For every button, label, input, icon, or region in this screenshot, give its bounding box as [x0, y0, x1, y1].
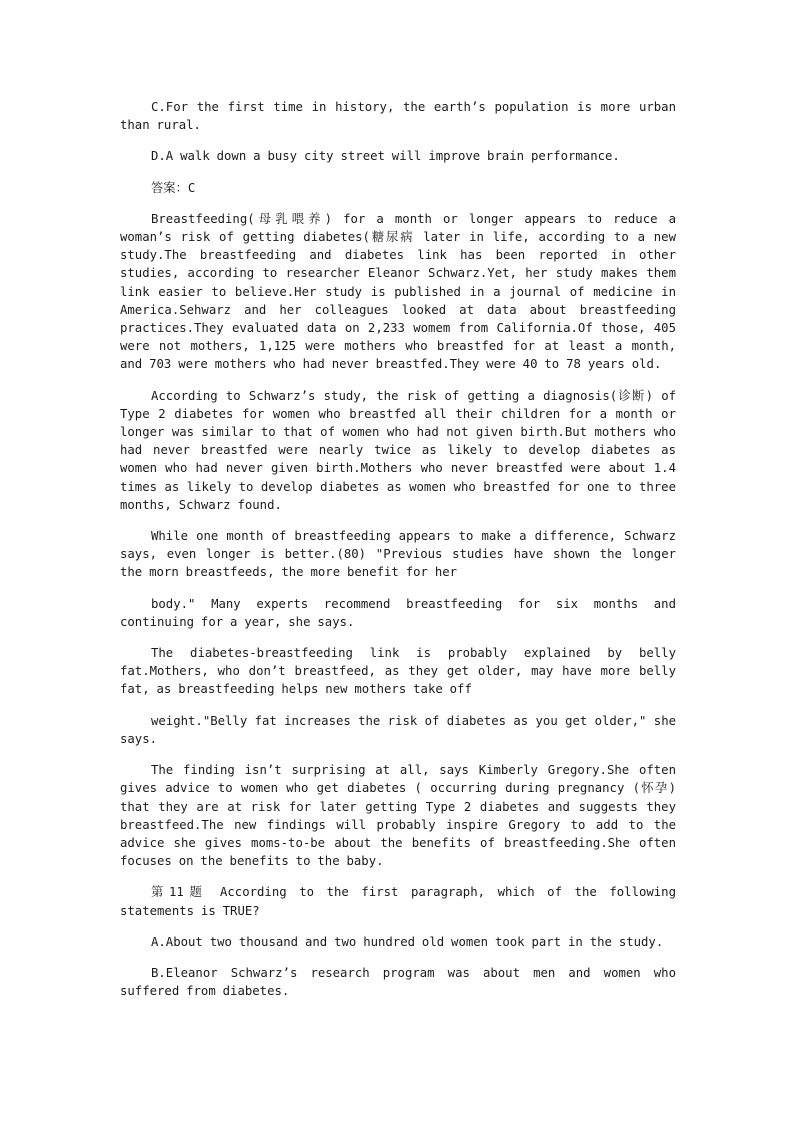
passage-paragraph-1: Breastfeeding(母乳喂养) for a month or longer appears to reduce a woman’s risk of getting diabetes(糖尿病 later in life, according to a new study.The breastfeeding and diabetes link has been reported in other studies, according to researcher Eleanor Schwarz.Yet, her study makes them link easier to believe.Her study is published in a journal of medicine in America.Sehwarz and her colleagues looked at data about breastfeeding practices.They evaluated data on 2,233 womem from California.Of those, 405 were not mothers, 1,125 were mothers who breastfed for at least a month, and 703 were mothers who had never breastfed.They were 40 to 78 years old. [120, 211, 676, 372]
passage-paragraph-3-part-1: While one month of breastfeeding appears to make a difference, Schwarz says, even longer is better.(80) "Previous studies have shown the longer the morn breastfeeds, the more benefit for her [120, 529, 676, 580]
answer-line: 答案：C [151, 180, 196, 195]
option-a: A.About two thousand and two hundred old women took part in the study. [151, 934, 664, 949]
document-body [120, 98, 676, 1013]
question-11: 第11题 According to the first paragraph, which of the following statements is TRUE? [120, 885, 676, 918]
passage-paragraph-4-part-1: The diabetes-breastfeeding link is probably explained by belly fat.Mothers, who don’t breastfeed, as they get older, may have more belly fat, as breastfeeding helps new mothers take off [120, 646, 676, 697]
option-c-previous-question: C.For the first time in history, the earth’s population is more urban than rural. [120, 100, 676, 133]
option-d-previous-question: D.A walk down a busy city street will improve brain performance. [151, 149, 620, 164]
passage-paragraph-4-part-2: weight."Belly fat increases the risk of diabetes as you get older," she says. [120, 713, 676, 746]
passage-paragraph-5: The finding isn’t surprising at all, says Kimberly Gregory.She often gives advice to women who get diabetes ( occurring during pregnancy (怀孕) that they are at risk for later getting Type 2 diabetes and suggests they breastfeed.The new findings will probably inspire Gregory to add to the advice she gives moms-to-be about the benefits of breastfeeding.She often focuses on the benefits to the baby. [120, 763, 676, 869]
passage-paragraph-2: According to Schwarz’s study, the risk of getting a diagnosis(诊断) of Type 2 diabetes for women who breastfed all their children for a month or longer was similar to that of women who had not given birth.But mothers who had never breastfed were nearly twice as likely to develop diabetes as women who had never given birth.Mothers who never breastfed were about 1.4 times as likely to develop diabetes as women who breastfed for one to three months, Schwarz found. [120, 388, 676, 512]
passage-paragraph-3-part-2: body." Many experts recommend breastfeeding for six months and continuing for a year, she says. [120, 596, 676, 629]
option-b: B.Eleanor Schwarz’s research program was about men and women who suffered from diabetes. [120, 965, 676, 999]
